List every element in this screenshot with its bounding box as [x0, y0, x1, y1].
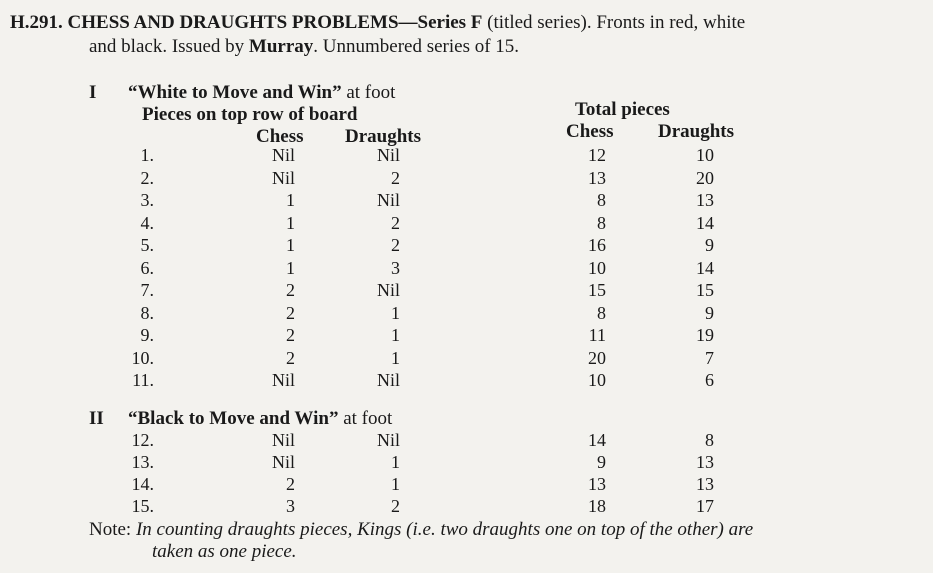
- total-draughts: 13: [696, 190, 714, 210]
- note-line1: [89, 519, 753, 541]
- total-draughts: 20: [696, 167, 714, 188]
- row-number: 7.: [140, 280, 154, 300]
- total-chess: 18: [588, 496, 606, 516]
- note-label: Note:: [89, 519, 132, 540]
- top-row-draughts: Nil: [376, 190, 400, 210]
- entry-code: H.291.: [10, 12, 63, 33]
- row-number: 11.: [132, 370, 154, 390]
- total-draughts: 9: [705, 235, 714, 255]
- row-number: 2.: [140, 167, 154, 188]
- total-chess: 12: [588, 145, 606, 165]
- top-row-draughts: Nil: [376, 430, 400, 450]
- top-row-draughts: 1: [391, 452, 400, 472]
- top-row-draughts: Nil: [376, 280, 400, 300]
- total-chess: 15: [588, 280, 606, 300]
- row-number: 14.: [131, 474, 154, 494]
- top-row-chess: 2: [286, 474, 295, 494]
- section-2-heading: “Black to Move and Win” at foot: [128, 408, 393, 429]
- top-row-chess: Nil: [271, 452, 295, 472]
- total-draughts: 10: [696, 145, 714, 165]
- total-chess: 20: [588, 347, 606, 368]
- note-text-line1: In counting draughts pieces, Kings (i.e. two draughts one on top of the other) are: [135, 519, 754, 540]
- totals-col-chess: Chess: [566, 121, 614, 142]
- total-draughts: 14: [696, 257, 714, 278]
- top-row-chess: 3: [286, 496, 295, 516]
- total-chess: 13: [588, 167, 606, 188]
- row-number: 1.: [140, 145, 154, 165]
- top-row-draughts: 1: [391, 347, 400, 368]
- top-row-chess: 2: [286, 325, 295, 345]
- row-number: 10.: [131, 347, 154, 368]
- top-row-draughts: 1: [391, 302, 400, 323]
- top-row-draughts: 2: [391, 212, 400, 233]
- section-2-numeral: II: [89, 408, 104, 429]
- top-row-chess: 2: [286, 347, 295, 368]
- col-header-chess: Chess: [256, 126, 304, 147]
- total-chess: 10: [588, 370, 606, 390]
- entry-header-line2: and black. Issued by Murray. Unnumbered series of 15.: [89, 36, 520, 57]
- row-number: 5.: [140, 235, 154, 255]
- top-row-chess: 1: [286, 212, 295, 233]
- col-header-draughts: Draughts: [345, 126, 422, 147]
- total-chess: 8: [597, 212, 606, 233]
- top-row-chess: Nil: [271, 370, 295, 390]
- total-chess: 8: [597, 302, 606, 323]
- top-row-draughts: 2: [391, 496, 400, 516]
- issuer: Murray: [248, 36, 314, 57]
- total-chess: 14: [588, 430, 606, 450]
- total-draughts: 6: [705, 370, 714, 390]
- section-1-numeral: I: [89, 82, 97, 103]
- total-draughts: 15: [696, 280, 714, 300]
- total-draughts: 13: [696, 474, 714, 494]
- total-chess: 16: [588, 235, 606, 255]
- row-number: 8.: [140, 302, 154, 323]
- total-draughts: 7: [705, 347, 714, 368]
- top-row-chess: 2: [286, 280, 295, 300]
- top-row-draughts: Nil: [376, 370, 400, 390]
- top-row-chess: Nil: [271, 145, 295, 165]
- row-number: 3.: [140, 190, 154, 210]
- total-draughts: 19: [696, 325, 714, 345]
- total-draughts: 14: [696, 212, 714, 233]
- row-number: 9.: [140, 325, 154, 345]
- top-row-draughts: Nil: [376, 145, 400, 165]
- row-number: 6.: [140, 257, 154, 278]
- total-chess: 10: [588, 257, 606, 278]
- total-draughts: 13: [696, 452, 714, 472]
- section-1-subheading: Pieces on top row of board: [142, 104, 358, 125]
- top-row-draughts: 2: [391, 167, 400, 188]
- total-draughts: 17: [696, 496, 714, 516]
- row-number: 15.: [131, 496, 154, 516]
- section-1-heading: “White to Move and Win” at foot: [128, 82, 396, 103]
- total-draughts: 8: [705, 430, 714, 450]
- totals-col-draughts: Draughts: [658, 121, 735, 142]
- totals-heading: Total pieces: [575, 99, 670, 120]
- total-chess: 13: [588, 474, 606, 494]
- top-row-draughts: 2: [391, 235, 400, 255]
- row-number: 12.: [131, 430, 154, 450]
- row-number: 13.: [131, 452, 154, 472]
- total-chess: 9: [597, 452, 606, 472]
- top-row-chess: 1: [286, 235, 295, 255]
- top-row-chess: 2: [286, 302, 295, 323]
- row-number: 4.: [140, 212, 154, 233]
- top-row-draughts: 1: [391, 325, 400, 345]
- note-text-line2: taken as one piece.: [152, 541, 297, 562]
- entry-header-line1: [10, 12, 745, 34]
- top-row-chess: 1: [286, 257, 295, 278]
- top-row-draughts: 3: [391, 257, 400, 278]
- total-chess: 8: [597, 190, 606, 210]
- top-row-chess: 1: [286, 190, 295, 210]
- entry-title-rest: (titled series). Fronts in red, white: [482, 12, 746, 33]
- top-row-chess: Nil: [271, 167, 295, 188]
- top-row-chess: Nil: [271, 430, 295, 450]
- top-row-draughts: 1: [391, 474, 400, 494]
- total-chess: 11: [588, 325, 606, 345]
- entry-title: CHESS AND DRAUGHTS PROBLEMS—Series F: [67, 12, 483, 33]
- total-draughts: 9: [705, 302, 714, 323]
